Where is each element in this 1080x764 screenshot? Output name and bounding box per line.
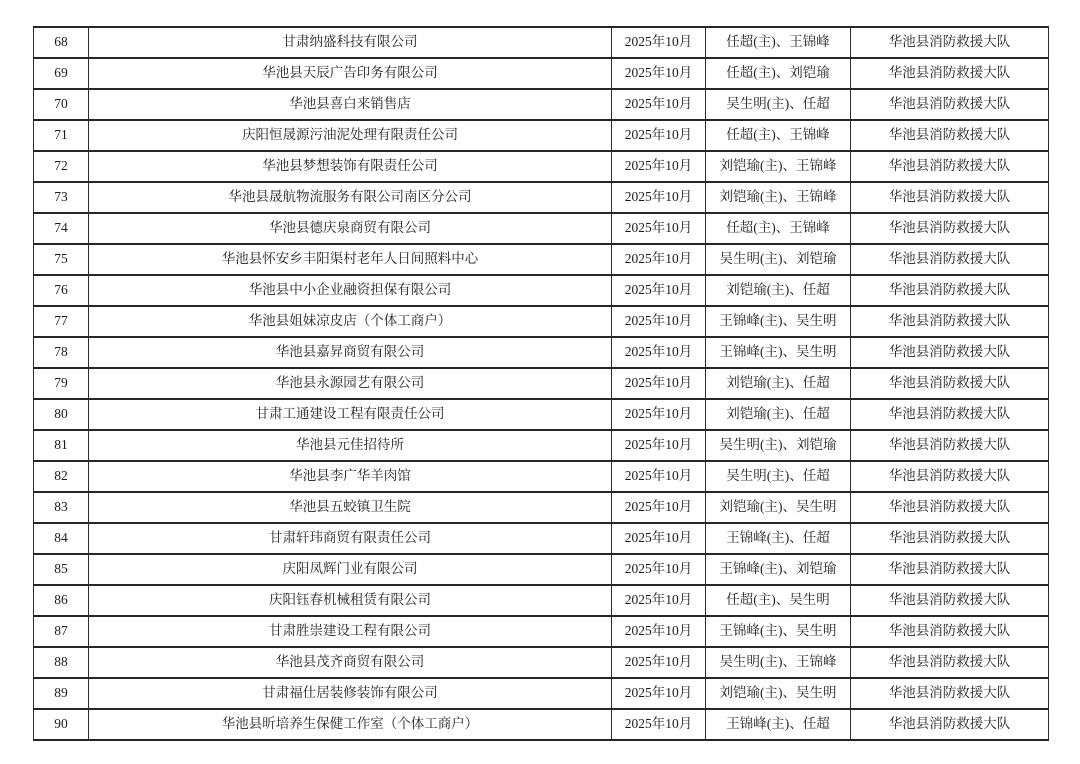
row-number-cell: 72 (34, 151, 89, 182)
company-name-cell: 华池县喜白来销售店 (89, 89, 612, 120)
table-row (34, 368, 1049, 399)
row-number-cell: 71 (34, 120, 89, 151)
inspectors-cell: 吴生明(主)、刘铠瑜 (706, 244, 851, 275)
company-name-cell: 华池县元佳招待所 (89, 430, 612, 461)
company-name-cell: 华池县李广华羊肉馆 (89, 461, 612, 492)
inspectors-cell: 任超(主)、王锦峰 (706, 213, 851, 244)
inspection-date-cell: 2025年10月 (612, 275, 706, 306)
brigade-cell: 华池县消防救援大队 (851, 182, 1049, 213)
inspection-date-cell: 2025年10月 (612, 151, 706, 182)
row-number-cell: 69 (34, 58, 89, 89)
company-name-cell: 甘肃胜崇建设工程有限公司 (89, 616, 612, 647)
inspectors-cell: 刘铠瑜(主)、王锦峰 (706, 182, 851, 213)
inspection-date-cell: 2025年10月 (612, 244, 706, 275)
row-number-cell: 84 (34, 523, 89, 554)
table-row (34, 244, 1049, 275)
company-name-cell: 庆阳恒晟源污油泥处理有限责任公司 (89, 120, 612, 151)
table-row (34, 399, 1049, 430)
table-row (34, 27, 1049, 58)
brigade-cell: 华池县消防救援大队 (851, 399, 1049, 430)
row-number-cell: 82 (34, 461, 89, 492)
table-row (34, 616, 1049, 647)
table-row (34, 709, 1049, 740)
brigade-cell: 华池县消防救援大队 (851, 492, 1049, 523)
row-number-cell: 73 (34, 182, 89, 213)
inspectors-cell: 任超(主)、刘铠瑜 (706, 58, 851, 89)
brigade-cell: 华池县消防救援大队 (851, 151, 1049, 182)
company-name-cell: 华池县天辰广告印务有限公司 (89, 58, 612, 89)
row-number-cell: 77 (34, 306, 89, 337)
inspectors-cell: 王锦峰(主)、刘铠瑜 (706, 554, 851, 585)
brigade-cell: 华池县消防救援大队 (851, 337, 1049, 368)
inspection-date-cell: 2025年10月 (612, 523, 706, 554)
table-row (34, 182, 1049, 213)
inspectors-cell: 吴生明(主)、任超 (706, 461, 851, 492)
table-row (34, 678, 1049, 709)
company-name-cell: 华池县茂齐商贸有限公司 (89, 647, 612, 678)
brigade-cell: 华池县消防救援大队 (851, 647, 1049, 678)
inspection-date-cell: 2025年10月 (612, 492, 706, 523)
table-row (34, 306, 1049, 337)
row-number-cell: 88 (34, 647, 89, 678)
table-row (34, 585, 1049, 616)
inspection-date-cell: 2025年10月 (612, 306, 706, 337)
brigade-cell: 华池县消防救援大队 (851, 709, 1049, 740)
inspectors-cell: 刘铠瑜(主)、任超 (706, 368, 851, 399)
company-name-cell: 华池县嘉昇商贸有限公司 (89, 337, 612, 368)
table-row (34, 430, 1049, 461)
table-row (34, 461, 1049, 492)
brigade-cell: 华池县消防救援大队 (851, 678, 1049, 709)
inspectors-cell: 吴生明(主)、任超 (706, 89, 851, 120)
company-name-cell: 甘肃工通建设工程有限责任公司 (89, 399, 612, 430)
brigade-cell: 华池县消防救援大队 (851, 244, 1049, 275)
brigade-cell: 华池县消防救援大队 (851, 461, 1049, 492)
company-name-cell: 华池县五蛟镇卫生院 (89, 492, 612, 523)
inspectors-cell: 刘铠瑜(主)、吴生明 (706, 492, 851, 523)
row-number-cell: 85 (34, 554, 89, 585)
inspection-table (33, 26, 1049, 741)
row-number-cell: 76 (34, 275, 89, 306)
table-row (34, 554, 1049, 585)
table-row (34, 523, 1049, 554)
inspection-date-cell: 2025年10月 (612, 430, 706, 461)
table-row (34, 492, 1049, 523)
brigade-cell: 华池县消防救援大队 (851, 120, 1049, 151)
inspection-date-cell: 2025年10月 (612, 120, 706, 151)
brigade-cell: 华池县消防救援大队 (851, 89, 1049, 120)
inspection-date-cell: 2025年10月 (612, 337, 706, 368)
inspectors-cell: 吴生明(主)、王锦峰 (706, 647, 851, 678)
row-number-cell: 74 (34, 213, 89, 244)
company-name-cell: 华池县中小企业融资担保有限公司 (89, 275, 612, 306)
company-name-cell: 甘肃纳盛科技有限公司 (89, 27, 612, 58)
inspection-date-cell: 2025年10月 (612, 678, 706, 709)
table-row (34, 120, 1049, 151)
row-number-cell: 86 (34, 585, 89, 616)
row-number-cell: 68 (34, 27, 89, 58)
inspection-date-cell: 2025年10月 (612, 709, 706, 740)
inspectors-cell: 王锦峰(主)、任超 (706, 709, 851, 740)
row-number-cell: 90 (34, 709, 89, 740)
inspectors-cell: 刘铠瑜(主)、任超 (706, 275, 851, 306)
inspectors-cell: 吴生明(主)、刘铠瑜 (706, 430, 851, 461)
brigade-cell: 华池县消防救援大队 (851, 306, 1049, 337)
company-name-cell: 庆阳钰春机械租赁有限公司 (89, 585, 612, 616)
table-row (34, 151, 1049, 182)
company-name-cell: 庆阳凤辉门业有限公司 (89, 554, 612, 585)
inspectors-cell: 王锦峰(主)、吴生明 (706, 337, 851, 368)
company-name-cell: 甘肃福仕居装修装饰有限公司 (89, 678, 612, 709)
inspectors-cell: 王锦峰(主)、吴生明 (706, 306, 851, 337)
brigade-cell: 华池县消防救援大队 (851, 523, 1049, 554)
company-name-cell: 华池县永源园艺有限公司 (89, 368, 612, 399)
company-name-cell: 华池县德庆泉商贸有限公司 (89, 213, 612, 244)
row-number-cell: 70 (34, 89, 89, 120)
row-number-cell: 75 (34, 244, 89, 275)
table-row (34, 89, 1049, 120)
row-number-cell: 87 (34, 616, 89, 647)
company-name-cell: 华池县晟航物流服务有限公司南区分公司 (89, 182, 612, 213)
brigade-cell: 华池县消防救援大队 (851, 430, 1049, 461)
brigade-cell: 华池县消防救援大队 (851, 554, 1049, 585)
inspectors-cell: 王锦峰(主)、任超 (706, 523, 851, 554)
company-name-cell: 华池县姐妹凉皮店（个体工商户） (89, 306, 612, 337)
inspection-date-cell: 2025年10月 (612, 647, 706, 678)
table-row (34, 275, 1049, 306)
inspectors-cell: 刘铠瑜(主)、吴生明 (706, 678, 851, 709)
inspectors-cell: 任超(主)、吴生明 (706, 585, 851, 616)
row-number-cell: 78 (34, 337, 89, 368)
row-number-cell: 81 (34, 430, 89, 461)
brigade-cell: 华池县消防救援大队 (851, 368, 1049, 399)
inspection-date-cell: 2025年10月 (612, 399, 706, 430)
table-row (34, 58, 1049, 89)
inspectors-cell: 任超(主)、王锦峰 (706, 120, 851, 151)
inspection-date-cell: 2025年10月 (612, 461, 706, 492)
row-number-cell: 83 (34, 492, 89, 523)
company-name-cell: 甘肃轩玮商贸有限责任公司 (89, 523, 612, 554)
brigade-cell: 华池县消防救援大队 (851, 58, 1049, 89)
row-number-cell: 79 (34, 368, 89, 399)
company-name-cell: 华池县怀安乡丰阳渠村老年人日间照料中心 (89, 244, 612, 275)
inspectors-cell: 王锦峰(主)、吴生明 (706, 616, 851, 647)
inspection-table-body (34, 27, 1049, 740)
inspection-date-cell: 2025年10月 (612, 89, 706, 120)
inspection-date-cell: 2025年10月 (612, 585, 706, 616)
inspection-date-cell: 2025年10月 (612, 182, 706, 213)
table-row (34, 213, 1049, 244)
inspectors-cell: 任超(主)、王锦峰 (706, 27, 851, 58)
inspectors-cell: 刘铠瑜(主)、王锦峰 (706, 151, 851, 182)
inspection-date-cell: 2025年10月 (612, 554, 706, 585)
table-row (34, 337, 1049, 368)
row-number-cell: 89 (34, 678, 89, 709)
inspectors-cell: 刘铠瑜(主)、任超 (706, 399, 851, 430)
company-name-cell: 华池县梦想装饰有限责任公司 (89, 151, 612, 182)
brigade-cell: 华池县消防救援大队 (851, 616, 1049, 647)
inspection-date-cell: 2025年10月 (612, 27, 706, 58)
inspection-date-cell: 2025年10月 (612, 213, 706, 244)
inspection-date-cell: 2025年10月 (612, 58, 706, 89)
brigade-cell: 华池县消防救援大队 (851, 585, 1049, 616)
row-number-cell: 80 (34, 399, 89, 430)
inspection-date-cell: 2025年10月 (612, 368, 706, 399)
brigade-cell: 华池县消防救援大队 (851, 275, 1049, 306)
brigade-cell: 华池县消防救援大队 (851, 213, 1049, 244)
table-row (34, 647, 1049, 678)
brigade-cell: 华池县消防救援大队 (851, 27, 1049, 58)
company-name-cell: 华池县昕培养生保健工作室（个体工商户） (89, 709, 612, 740)
inspection-date-cell: 2025年10月 (612, 616, 706, 647)
